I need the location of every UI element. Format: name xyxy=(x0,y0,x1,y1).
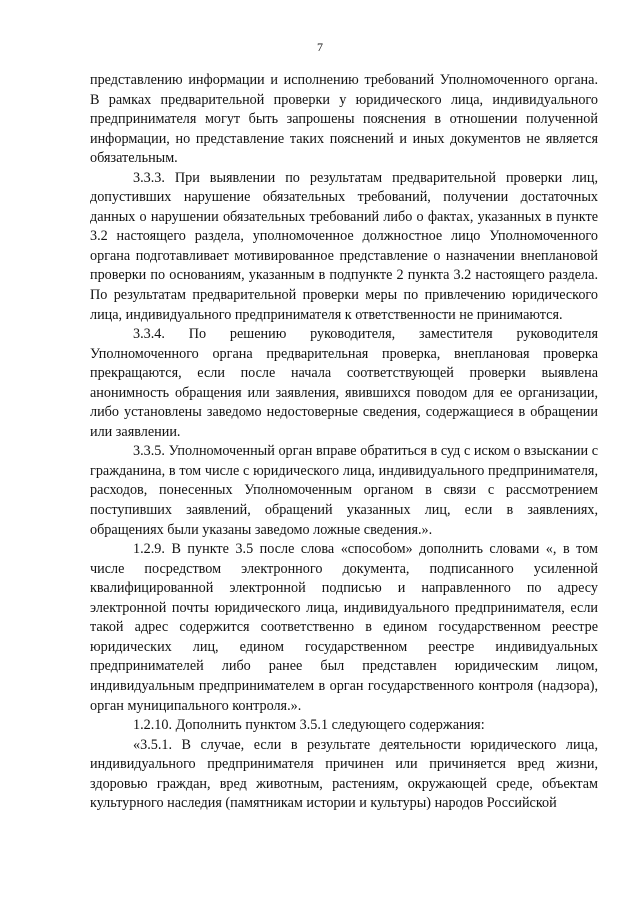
paragraph-3-3-5: 3.3.5. Уполномоченный орган вправе обратиться в суд с иском о взыскании с гражданина, в том числе с юридического лица, индивидуального предпринимателя, расходов, понесенных Уполномоченным органом в связи с рассмотрением поступивших заявлений, обращений указанных лиц, если в заявлениях, обращениях были указаны заведомо ложные сведения.». xyxy=(90,443,598,538)
document-body xyxy=(90,71,598,814)
paragraph-3-3-3: 3.3.3. При выявлении по результатам предварительной проверки лиц, допустивших нарушение обязательных требований, получении достаточных данных о нарушении обязательных требований либо о фактах, указанных в пункте 3.2 настоящего раздела, уполномоченное должностное лицо Уполномоченного органа подготавливает мотивированное представление о назначении внеплановой проверки по основаниям, указанным в подпункте 2 пункта 3.2 настоящего раздела. По результатам предварительной проверки меры по привлечению юридического лица, индивидуального предпринимателя к ответственности не принимаются. xyxy=(90,169,598,323)
paragraph-3-5-1: «3.5.1. В случае, если в результате деятельности юридического лица, индивидуального предпринимателя причинен или причиняется вред жизни, здоровью граждан, вред животным, растениям, окружающей среде, объектам культурного наследия (памятникам истории и культуры) народов Российской xyxy=(90,736,598,812)
paragraph-1-2-9: 1.2.9. В пункте 3.5 после слова «способом» дополнить словами «, в том числе посредством электронного документа, подписанного усиленной квалифицированной электронной подписью и направленного по адресу электронной почты юридического лица, индивидуального предпринимателя, если такой адрес содержится соответственно в едином государственном реестре юридических лиц, едином государственном реестре индивидуальных предпринимателей либо ранее был представлен юридическим лицом, индивидуальным предпринимателем в орган государственного контроля (надзора), орган муниципального контроля.». xyxy=(90,541,598,714)
page-number: 7 xyxy=(317,40,323,54)
paragraph-3-3-4: 3.3.4. По решению руководителя, заместителя руководителя Уполномоченного органа предварительная проверка, внеплановая проверка прекращаются, если после начала соответствующей проверки выявлена анонимность обращения или заявления, явившихся поводом для ее организации, либо установлены заведомо недостоверные сведения, содержащиеся в обращении или заявлении. xyxy=(90,326,598,440)
paragraph-continuation: представлению информации и исполнению требований Уполномоченного органа. В рамках предварительной проверки у юридического лица, индивидуального предпринимателя могут быть запрошены пояснения в отношении полученной информации, но представление таких пояснений и иных документов не является обязательным. xyxy=(90,72,598,167)
paragraph-1-2-10: 1.2.10. Дополнить пунктом 3.5.1 следующего содержания: xyxy=(133,717,485,734)
